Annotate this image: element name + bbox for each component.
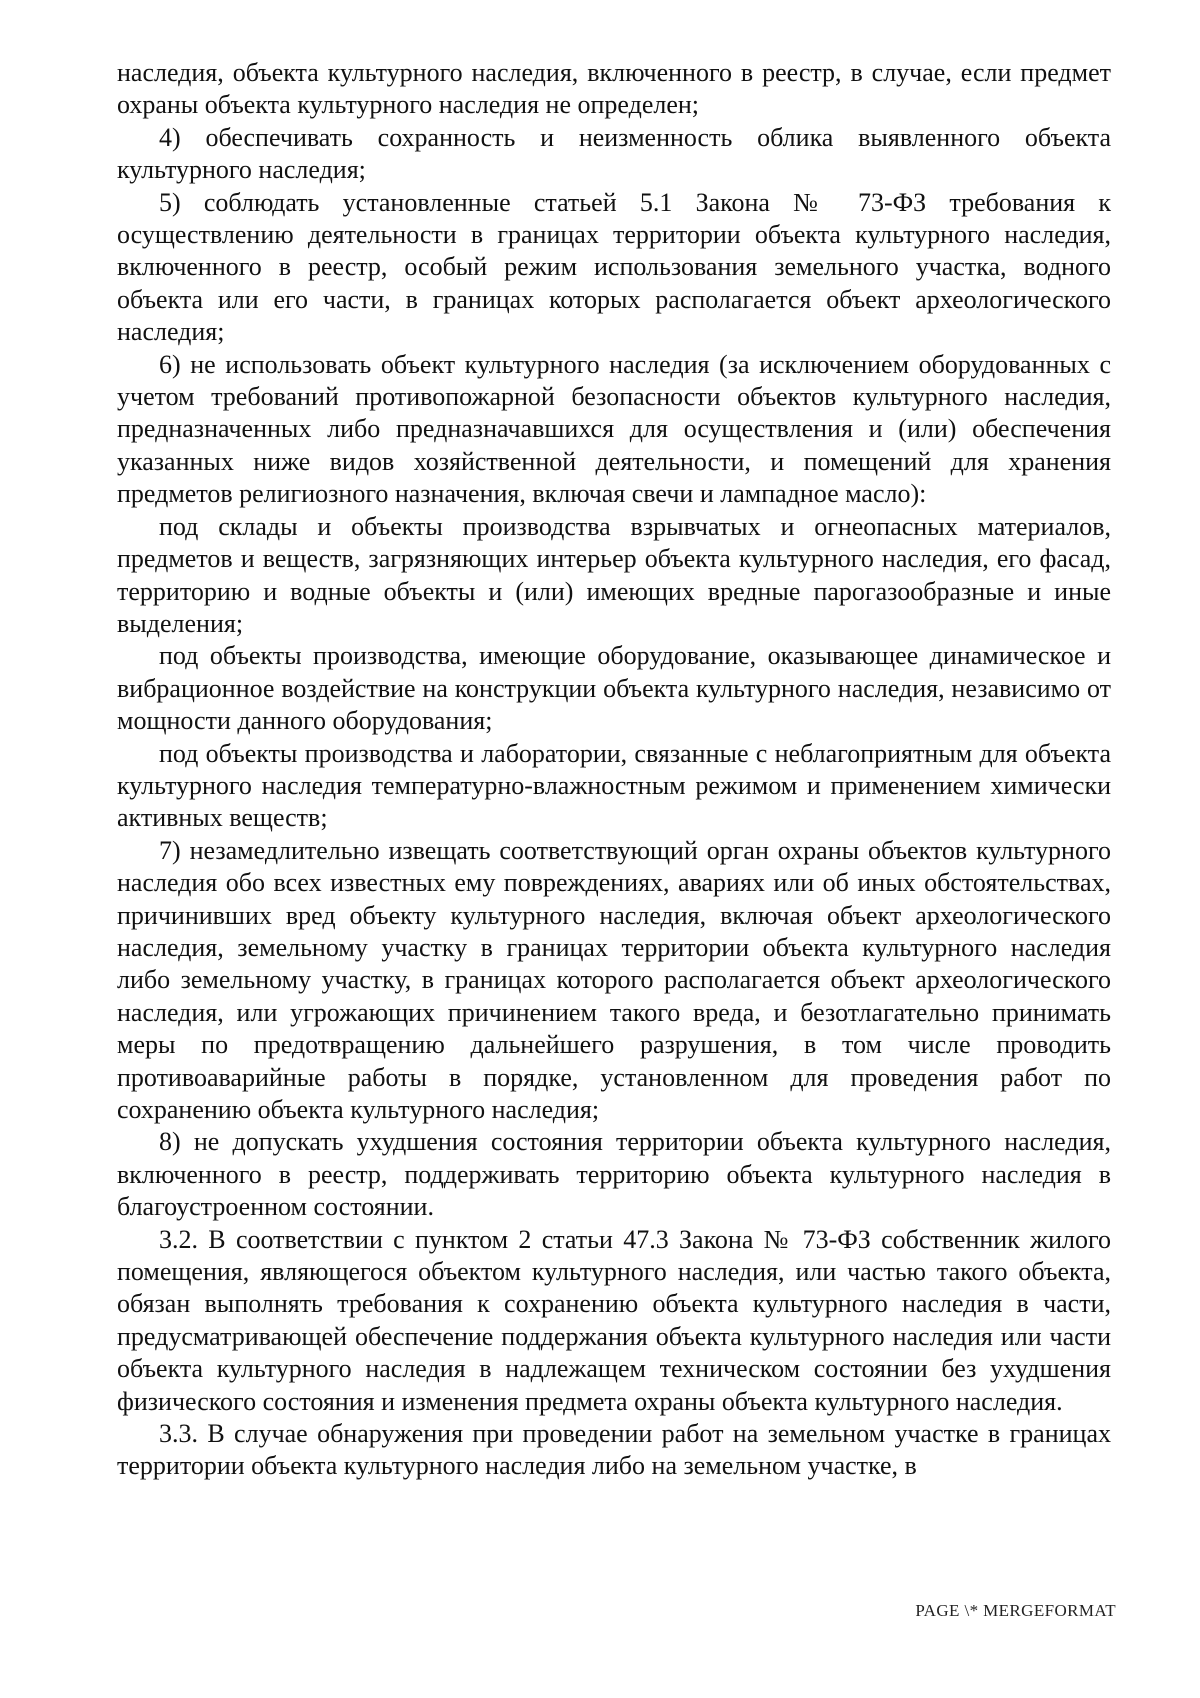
page-number-field: PAGE \* MERGEFORMAT [915,1601,1116,1620]
paragraph-item-6-sub-1: под склады и объекты производства взрывчатых и огнеопасных материалов, предметов и веществ, загрязняющих интерьер объекта культурного наследия, его фасад, территорию и водные объекты и (или) имеющих вредные парогазообразные и иные выделения; [117,511,1111,638]
paragraph-section-3-2: 3.2. В соответствии с пунктом 2 статьи 47.3 Закона № 73-ФЗ собственник жилого помещения, являющегося объектом культурного наследия, или частью такого объекта, обязан выполнять требования к сохранению объекта культурного наследия в части, предусматривающей обеспечение поддержания объекта культурного наследия или части объекта культурного наследия в надлежащем техническом состоянии без ухудшения физического состояния и изменения предмета охраны объекта культурного наследия. [117,1224,1111,1416]
paragraph-item-4: 4) обеспечивать сохранность и неизменность облика выявленного объекта культурного наследия; [117,122,1111,185]
paragraph-item-6-sub-3: под объекты производства и лаборатории, связанные с неблагоприятным для объекта культурного наследия температурно-влажностным режимом и применением химически активных веществ; [117,738,1111,833]
paragraph-item-6-sub-2: под объекты производства, имеющие оборудование, оказывающее динамическое и вибрационное воздействие на конструкции объекта культурного наследия, независимо от мощности данного оборудования; [117,641,1111,736]
paragraph-item-5: 5) соблюдать установленные статьей 5.1 Закона № 73-ФЗ требования к осуществлению деятельности в границах территории объекта культурного наследия, включенного в реестр, особый режим использования земельного участка, водного объекта или его части, в границах которых располагается объект археологического наследия; [117,187,1111,347]
paragraph-item-6: 6) не использовать объект культурного наследия (за исключением оборудованных с учетом требований противопожарной безопасности объектов культурного наследия, предназначенных либо предназначавшихся для осуществления и (или) обеспечения указанных ниже видов хозяйственной деятельности, и помещений для хранения предметов религиозного назначения, включая свечи и лампадное масло): [117,349,1111,509]
paragraph-section-3-3: 3.3. В случае обнаружения при проведении работ на земельном участке в границах территории объекта культурного наследия либо на земельном участке, в [117,1419,1111,1481]
paragraph-continuation: наследия, объекта культурного наследия, включенного в реестр, в случае, если предмет охраны объекта культурного наследия не определен; [117,58,1111,120]
paragraph-item-8: 8) не допускать ухудшения состояния территории объекта культурного наследия, включенного в реестр, поддерживать территорию объекта культурного наследия в благоустроенном состоянии. [117,1127,1111,1222]
paragraph-item-7: 7) незамедлительно извещать соответствующий орган охраны объектов культурного наследия обо всех известных ему повреждениях, авариях или об иных обстоятельствах, причинивших вред объекту культурного наследия, включая объект археологического наследия, земельному участку в границах территории объекта культурного наследия либо земельному участку, в границах которого располагается объект археологического наследия, или угрожающих причинением такого вреда, и безотлагательно принимать меры по предотвращению дальнейшего разрушения, в том числе проводить противоаварийные работы в порядке, установленном для проведения работ по сохранению объекта культурного наследия; [117,835,1111,1124]
document-body [117,57,1111,1483]
